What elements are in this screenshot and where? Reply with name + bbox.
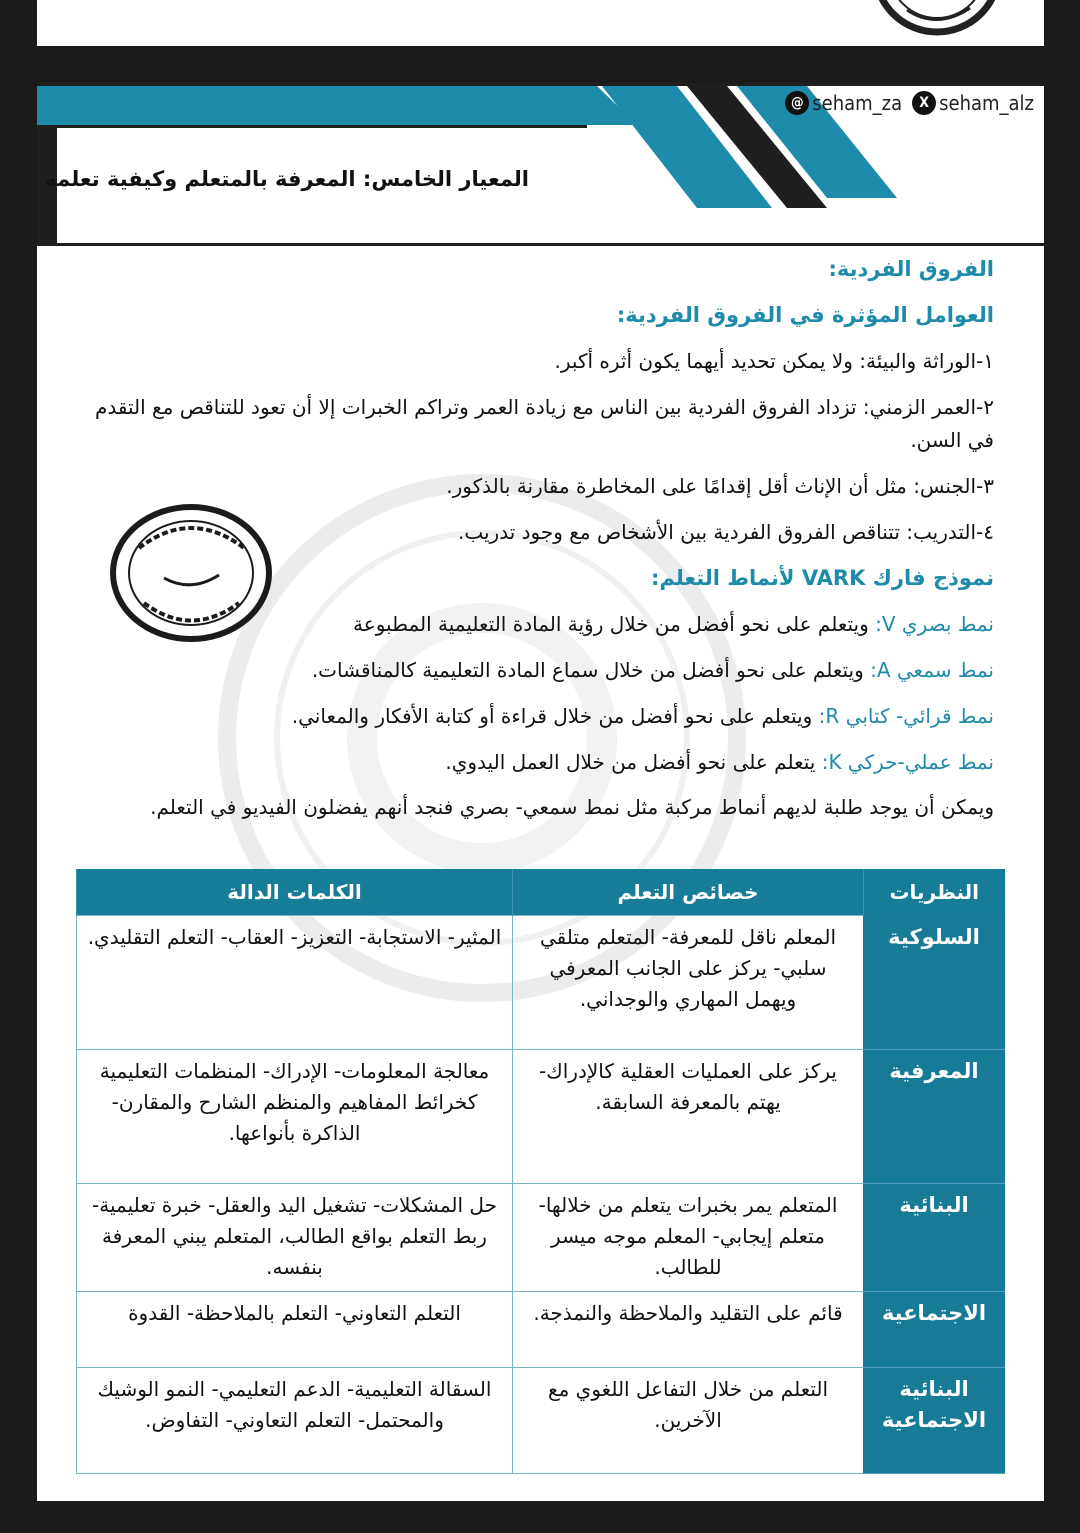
traits-cell: المتعلم يمر بخبرات يتعلم من خلالها- متعلم إيجابي- المعلم موجه ميسر للطالب. xyxy=(513,1184,864,1292)
table-row xyxy=(77,1184,1005,1292)
x-handle: seham_alz xyxy=(939,91,1034,115)
vark-label: نمط سمعي A: xyxy=(870,658,994,682)
factor-item: ٣-الجنس: مثل أن الإناث أقل إقدامًا على المخاطرة مقارنة بالذكور. xyxy=(446,474,994,498)
traits-cell: يركز على العمليات العقلية كالإدراك- يهتم بالمعرفة السابقة. xyxy=(513,1050,864,1184)
theory-cell: المعرفية xyxy=(864,1050,1005,1184)
table-row xyxy=(77,1050,1005,1184)
traits-cell: التعلم من خلال التفاعل اللغوي مع الآخرين. xyxy=(513,1368,864,1474)
stamp-seal-icon xyxy=(852,0,1022,45)
vark-text: يتعلم على نحو أفضل من خلال العمل اليدوي. xyxy=(445,750,822,774)
threads-handle: seham_za xyxy=(812,91,903,115)
keywords-cell: السقالة التعليمية- الدعم التعليمي- النمو الوشيك والمحتمل- التعلم التعاوني- التفاوض. xyxy=(77,1368,513,1474)
mixed-styles-note: ويمكن أن يوجد طلبة لديهم أنماط مركبة مثل نمط سمعي- بصري فنجد أنهم يفضلون الفيديو في التعلم. xyxy=(150,795,994,819)
theory-cell: السلوكية xyxy=(864,916,1005,1050)
column-header-traits: خصائص التعلم xyxy=(513,869,864,916)
theory-cell: الاجتماعية xyxy=(864,1292,1005,1368)
previous-page-strip xyxy=(37,0,1044,46)
section-heading-individual-differences: الفروق الفردية: xyxy=(828,257,994,281)
x-account[interactable] xyxy=(912,91,1034,115)
keywords-cell: التعلم التعاوني- التعلم بالملاحظة- القدوة xyxy=(77,1292,513,1368)
x-icon: X xyxy=(912,91,936,115)
traits-cell: المعلم ناقل للمعرفة- المتعلم متلقي سلبي- يركز على الجانب المعرفي ويهمل المهاري والوجداني. xyxy=(513,916,864,1050)
vark-item xyxy=(64,700,994,733)
factor-item: ٤-التدريب: تتناقص الفروق الفردية بين الأشخاص مع وجود تدريب. xyxy=(457,520,994,544)
vark-item xyxy=(64,746,994,779)
section-heading-vark: نموذج فارك VARK لأنماط التعلم: xyxy=(650,566,994,590)
vark-item xyxy=(64,654,994,687)
keywords-cell: معالجة المعلومات- الإدراك- المنظمات التعليمية كخرائط المفاهيم والمنظم الشارح والمقارن- الذاكرة بأنواعها. xyxy=(77,1050,513,1184)
page-title: المعيار الخامس: المعرفة بالمتعلم وكيفية تعلمه xyxy=(44,167,529,191)
vark-label: نمط عملي-حركي K: xyxy=(821,750,994,774)
table-row xyxy=(77,916,1005,1050)
column-header-keywords: الكلمات الدالة xyxy=(77,869,513,916)
vark-text: ويتعلم على نحو أفضل من خلال رؤية المادة التعليمية المطبوعة xyxy=(353,612,876,636)
theories-table xyxy=(76,869,1005,1474)
threads-icon: @ xyxy=(785,91,809,115)
main-content xyxy=(64,253,994,836)
column-header-theories: النظريات xyxy=(864,869,1005,916)
keywords-cell: المثير- الاستجابة- التعزيز- العقاب- التعلم التقليدي. xyxy=(77,916,513,1050)
vark-label: نمط بصري V: xyxy=(875,612,994,636)
vark-label: نمط قرائي- كتابي R: xyxy=(818,704,994,728)
factor-item: ١-الوراثة والبيئة: ولا يمكن تحديد أيهما يكون أثره أكبر. xyxy=(554,349,994,373)
theory-cell: البنائية xyxy=(864,1184,1005,1292)
keywords-cell: حل المشكلات- تشغيل اليد والعقل- خبرة تعليمية- ربط التعلم بواقع الطالب، المتعلم يبني المعرفة بنفسه. xyxy=(77,1184,513,1292)
document-page xyxy=(37,83,1044,1501)
vark-text: ويتعلم على نحو أفضل من خلال سماع المادة التعليمية كالمناقشات. xyxy=(311,658,871,682)
vark-text: ويتعلم على نحو أفضل من خلال قراءة أو كتابة الأفكار والمعاني. xyxy=(291,704,819,728)
table-header-row xyxy=(77,869,1005,916)
traits-cell: قائم على التقليد والملاحظة والنمذجة. xyxy=(513,1292,864,1368)
factor-item: ٢-العمر الزمني: تزداد الفروق الفردية بين الناس مع زيادة العمر وتراكم الخبرات إلا أن تعود للتناقص مع التقدم في السن. xyxy=(94,395,994,452)
threads-account[interactable] xyxy=(785,91,902,115)
vark-item xyxy=(64,608,994,641)
table-row xyxy=(77,1368,1005,1474)
section-heading-factors: العوامل المؤثرة في الفروق الفردية: xyxy=(616,303,994,327)
social-accounts xyxy=(785,91,1034,115)
theory-cell: البنائية الاجتماعية xyxy=(864,1368,1005,1474)
table-row xyxy=(77,1292,1005,1368)
